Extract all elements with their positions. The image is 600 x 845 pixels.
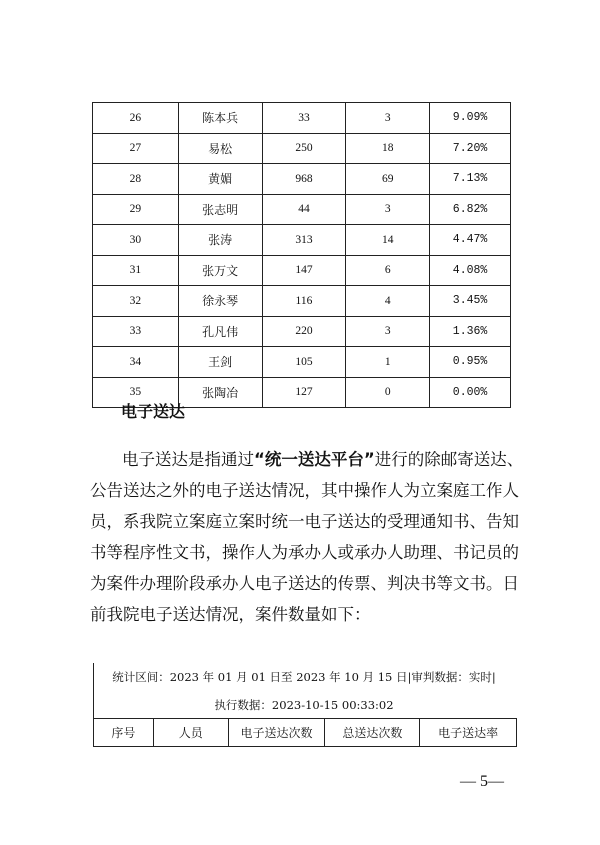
e-delivery-count-cell: 250 <box>262 133 346 164</box>
name-cell: 黄媚 <box>178 164 262 195</box>
rate-cell: 9.09% <box>430 103 511 134</box>
page-number: — 5— <box>460 773 504 790</box>
total-delivery-count-cell: 1 <box>346 347 430 378</box>
rate-cell: 6.82% <box>430 194 511 225</box>
paragraph-line-1 <box>90 444 522 475</box>
table-row <box>93 103 511 134</box>
seq-cell: 33 <box>93 316 179 347</box>
e-delivery-count-cell: 127 <box>262 377 346 408</box>
table-row <box>93 286 511 317</box>
name-cell: 孔凡伟 <box>178 316 262 347</box>
header-e-delivery-rate: 电子送达率 <box>420 719 517 747</box>
header-row <box>94 719 517 747</box>
paragraph-line-4: 书等程序性文书，操作人为承办人或承办人助理、书记员的 <box>90 543 519 562</box>
table-body <box>93 103 511 408</box>
paragraph-line-3: 员，系我院立案庭立案时统一电子送达的受理通知书、告知 <box>90 512 519 531</box>
total-delivery-count-cell: 4 <box>346 286 430 317</box>
platform-name: “统一送达平台” <box>254 450 375 469</box>
rate-cell: 3.45% <box>430 286 511 317</box>
seq-cell: 28 <box>93 164 179 195</box>
rate-cell: 4.08% <box>430 255 511 286</box>
e-delivery-count-cell: 44 <box>262 194 346 225</box>
total-delivery-count-cell: 14 <box>346 225 430 256</box>
name-cell: 徐永琴 <box>178 286 262 317</box>
name-cell: 张志明 <box>178 194 262 225</box>
seq-cell: 27 <box>93 133 179 164</box>
name-cell: 易松 <box>178 133 262 164</box>
rate-cell: 7.20% <box>430 133 511 164</box>
e-delivery-count-cell: 313 <box>262 225 346 256</box>
total-delivery-count-cell: 69 <box>346 164 430 195</box>
e-delivery-count-cell: 968 <box>262 164 346 195</box>
e-delivery-count-cell: 220 <box>262 316 346 347</box>
table-row <box>93 225 511 256</box>
paragraph-text: 进行的除邮寄送达、 <box>374 450 524 469</box>
seq-cell: 30 <box>93 225 179 256</box>
seq-cell: 32 <box>93 286 179 317</box>
name-cell: 张涛 <box>178 225 262 256</box>
total-delivery-count-cell: 6 <box>346 255 430 286</box>
stats-header-table <box>93 718 517 747</box>
table-row <box>93 164 511 195</box>
paragraph-text: 电子送达是指通过 <box>122 450 254 469</box>
seq-cell: 26 <box>93 103 179 134</box>
rate-cell: 1.36% <box>430 316 511 347</box>
paragraph-line-6: 前我院电子送达情况，案件数量如下： <box>90 605 371 624</box>
table-row <box>93 194 511 225</box>
paragraph-line-5: 为案件办理阶段承办人电子送达的传票、判决书等文书。日 <box>90 574 519 593</box>
delivery-stats-table <box>92 102 511 408</box>
name-cell: 王剑 <box>178 347 262 378</box>
rate-cell: 7.13% <box>430 164 511 195</box>
seq-cell: 35 <box>93 377 179 408</box>
header-total-delivery-count: 总送达次数 <box>325 719 420 747</box>
seq-cell: 29 <box>93 194 179 225</box>
exec-timestamp: 执行数据：2023-10-15 00:33:02 <box>214 698 394 712</box>
name-cell: 张万文 <box>178 255 262 286</box>
table-row <box>93 133 511 164</box>
e-delivery-count-cell: 147 <box>262 255 346 286</box>
section-heading: 电子送达 <box>121 402 186 421</box>
name-cell: 陈本兵 <box>178 103 262 134</box>
rate-cell: 4.47% <box>430 225 511 256</box>
paragraph-line-2: 公告送达之外的电子送达情况，其中操作人为立案庭工作人 <box>90 481 519 500</box>
seq-cell: 34 <box>93 347 179 378</box>
e-delivery-count-cell: 33 <box>262 103 346 134</box>
rate-cell: 0.00% <box>430 377 511 408</box>
name-cell: 张陶冶 <box>178 377 262 408</box>
total-delivery-count-cell: 18 <box>346 133 430 164</box>
e-delivery-count-cell: 116 <box>262 286 346 317</box>
header-seq: 序号 <box>94 719 154 747</box>
section-paragraph <box>90 444 522 630</box>
seq-cell: 31 <box>93 255 179 286</box>
total-delivery-count-cell: 3 <box>346 316 430 347</box>
total-delivery-count-cell: 3 <box>346 194 430 225</box>
table-row <box>93 316 511 347</box>
table-row <box>93 347 511 378</box>
header-person: 人员 <box>153 719 228 747</box>
stats-range: 统计区间：2023 年 01 月 01 日至 2023 年 10 月 15 日|审判数据：实时| <box>112 670 496 684</box>
table-row <box>93 255 511 286</box>
header-e-delivery-count: 电子送达次数 <box>228 719 325 747</box>
rate-cell: 0.95% <box>430 347 511 378</box>
e-delivery-count-cell: 105 <box>262 347 346 378</box>
total-delivery-count-cell: 3 <box>346 103 430 134</box>
total-delivery-count-cell: 0 <box>346 377 430 408</box>
